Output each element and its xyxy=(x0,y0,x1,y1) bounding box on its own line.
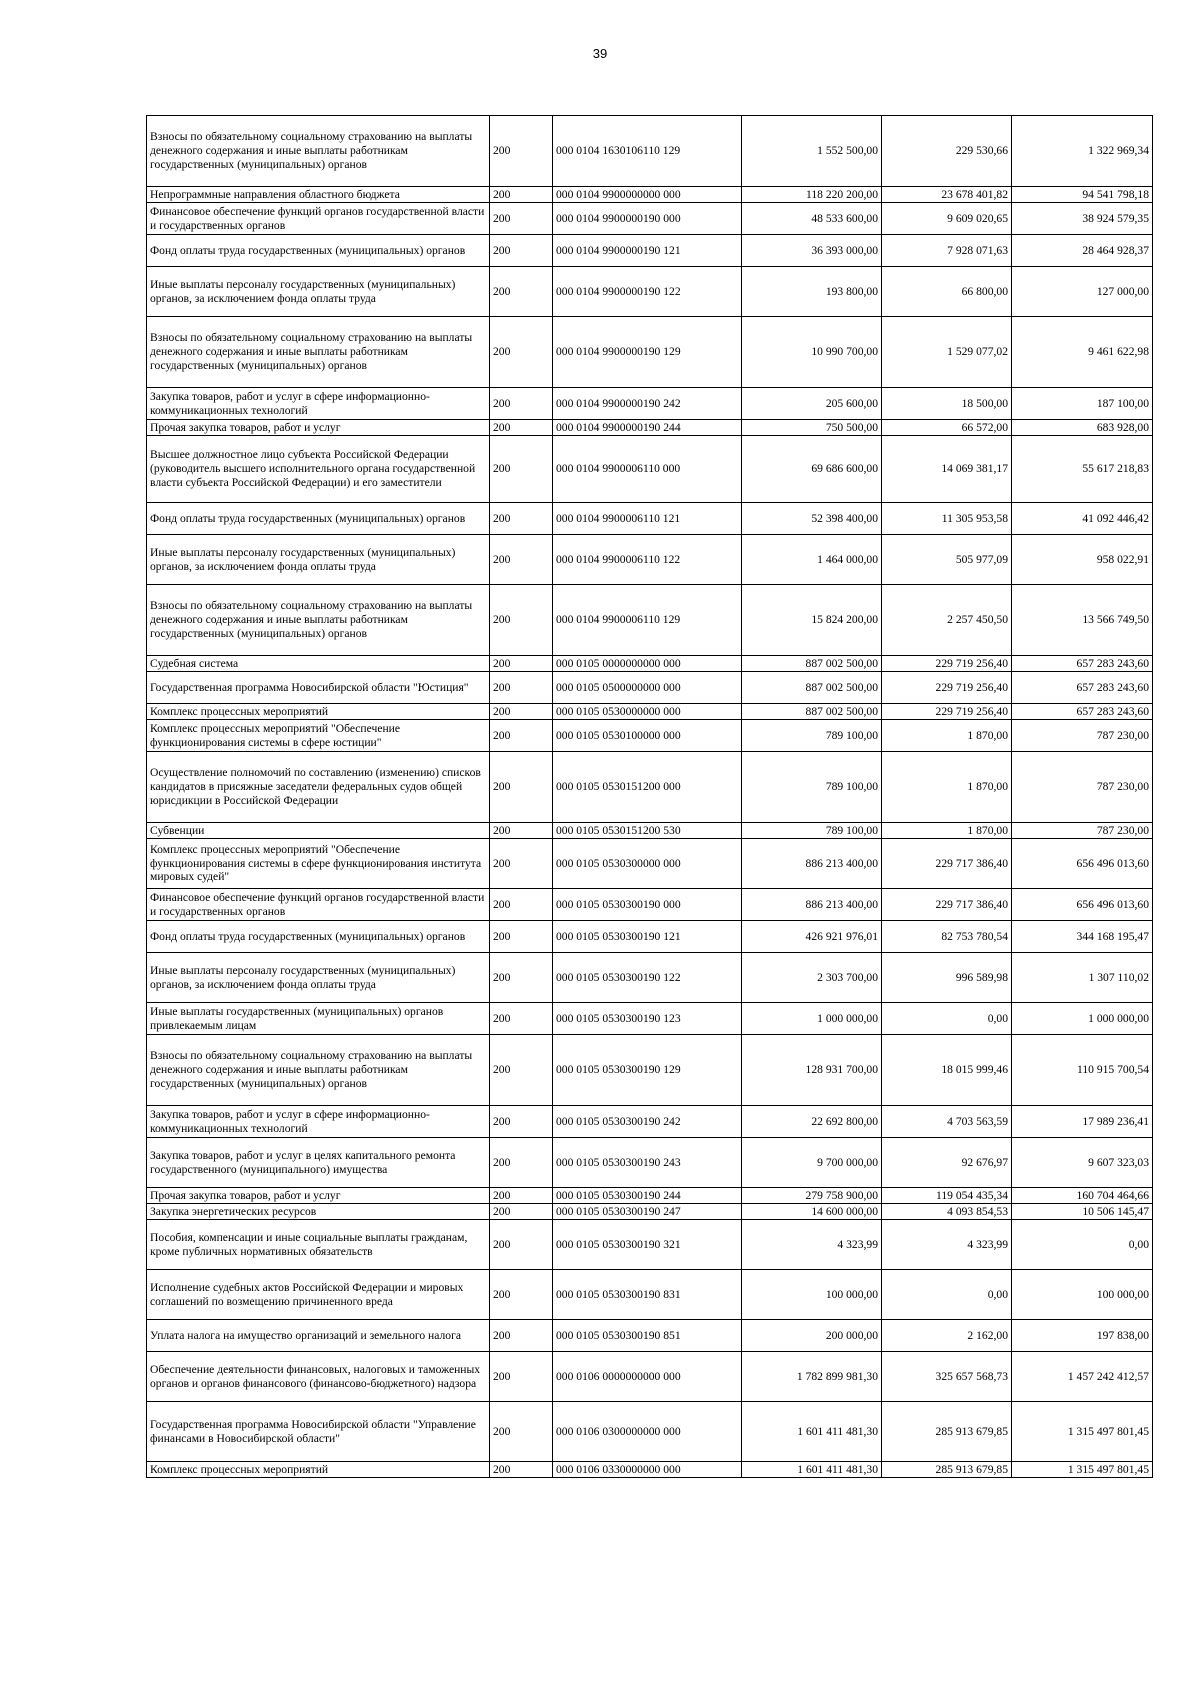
row-executed: 285 913 679,85 xyxy=(882,1402,1012,1462)
row-name: Осуществление полномочий по составлению (изменению) списков кандидатов в присяжные заседатели федеральных судов общей юрисдикции в Российской Федерации xyxy=(147,752,490,823)
row-unexecuted: 1 307 110,02 xyxy=(1012,953,1153,1003)
row-executed: 285 913 679,85 xyxy=(882,1462,1012,1478)
row-approved: 2 303 700,00 xyxy=(742,953,882,1003)
row-kbk: 000 0104 1630106110 129 xyxy=(553,116,742,187)
row-code: 200 xyxy=(490,388,553,420)
row-name: Исполнение судебных актов Российской Федерации и мировых соглашений по возмещению причиненного вреда xyxy=(147,1270,490,1320)
row-name: Закупка товаров, работ и услуг в сфере информационно-коммуникационных технологий xyxy=(147,388,490,420)
table-row xyxy=(147,1138,1153,1188)
row-executed: 996 589,98 xyxy=(882,953,1012,1003)
row-unexecuted: 38 924 579,35 xyxy=(1012,203,1153,235)
row-name: Прочая закупка товаров, работ и услуг xyxy=(147,1188,490,1204)
row-kbk: 000 0105 0530300190 000 xyxy=(553,889,742,921)
row-code: 200 xyxy=(490,1270,553,1320)
row-unexecuted: 787 230,00 xyxy=(1012,720,1153,752)
row-name: Государственная программа Новосибирской области "Управление финансами в Новосибирской области" xyxy=(147,1402,490,1462)
row-code: 200 xyxy=(490,585,553,656)
row-unexecuted: 656 496 013,60 xyxy=(1012,889,1153,921)
row-kbk: 000 0104 9900000190 121 xyxy=(553,235,742,267)
row-unexecuted: 787 230,00 xyxy=(1012,752,1153,823)
table-row xyxy=(147,921,1153,953)
table-row xyxy=(147,116,1153,187)
row-code: 200 xyxy=(490,235,553,267)
row-executed: 4 093 854,53 xyxy=(882,1204,1012,1220)
row-code: 200 xyxy=(490,672,553,704)
row-kbk: 000 0105 0530100000 000 xyxy=(553,720,742,752)
row-name: Судебная система xyxy=(147,656,490,672)
row-code: 200 xyxy=(490,1188,553,1204)
row-code: 200 xyxy=(490,889,553,921)
row-executed: 1 870,00 xyxy=(882,720,1012,752)
table-row xyxy=(147,704,1153,720)
row-unexecuted: 41 092 446,42 xyxy=(1012,503,1153,535)
row-approved: 4 323,99 xyxy=(742,1220,882,1270)
row-unexecuted: 9 461 622,98 xyxy=(1012,317,1153,388)
row-executed: 4 323,99 xyxy=(882,1220,1012,1270)
row-unexecuted: 13 566 749,50 xyxy=(1012,585,1153,656)
row-executed: 18 015 999,46 xyxy=(882,1035,1012,1106)
table-row xyxy=(147,953,1153,1003)
row-executed: 119 054 435,34 xyxy=(882,1188,1012,1204)
row-approved: 886 213 400,00 xyxy=(742,889,882,921)
row-approved: 15 824 200,00 xyxy=(742,585,882,656)
row-name: Фонд оплаты труда государственных (муниципальных) органов xyxy=(147,503,490,535)
row-name: Иные выплаты государственных (муниципальных) органов привлекаемым лицам xyxy=(147,1003,490,1035)
row-approved: 9 700 000,00 xyxy=(742,1138,882,1188)
row-kbk: 000 0105 0530151200 000 xyxy=(553,752,742,823)
table-row xyxy=(147,656,1153,672)
row-approved: 789 100,00 xyxy=(742,720,882,752)
row-unexecuted: 55 617 218,83 xyxy=(1012,436,1153,503)
row-code: 200 xyxy=(490,656,553,672)
row-kbk: 000 0105 0530300190 129 xyxy=(553,1035,742,1106)
row-kbk: 000 0105 0530300190 831 xyxy=(553,1270,742,1320)
row-code: 200 xyxy=(490,503,553,535)
row-kbk: 000 0104 9900000190 129 xyxy=(553,317,742,388)
row-unexecuted: 787 230,00 xyxy=(1012,823,1153,839)
table-row xyxy=(147,1270,1153,1320)
row-unexecuted: 657 283 243,60 xyxy=(1012,704,1153,720)
row-executed: 229 717 386,40 xyxy=(882,889,1012,921)
row-approved: 200 000,00 xyxy=(742,1320,882,1352)
row-approved: 789 100,00 xyxy=(742,823,882,839)
row-approved: 789 100,00 xyxy=(742,752,882,823)
row-code: 200 xyxy=(490,1138,553,1188)
row-code: 200 xyxy=(490,1003,553,1035)
row-unexecuted: 657 283 243,60 xyxy=(1012,656,1153,672)
page-number: 39 xyxy=(592,46,608,61)
row-kbk: 000 0104 9900006110 129 xyxy=(553,585,742,656)
row-name: Взносы по обязательному социальному страхованию на выплаты денежного содержания и иные выплаты работникам государственных (муниципальных) органов xyxy=(147,585,490,656)
row-executed: 2 257 450,50 xyxy=(882,585,1012,656)
row-executed: 23 678 401,82 xyxy=(882,187,1012,203)
row-code: 200 xyxy=(490,1462,553,1478)
table-row xyxy=(147,1320,1153,1352)
row-approved: 118 220 200,00 xyxy=(742,187,882,203)
row-kbk: 000 0104 9900000000 000 xyxy=(553,187,742,203)
row-unexecuted: 344 168 195,47 xyxy=(1012,921,1153,953)
row-code: 200 xyxy=(490,1402,553,1462)
table-row xyxy=(147,187,1153,203)
row-name: Фонд оплаты труда государственных (муниципальных) органов xyxy=(147,235,490,267)
row-name: Обеспечение деятельности финансовых, налоговых и таможенных органов и органов финансового (финансово-бюджетного) надзора xyxy=(147,1352,490,1402)
row-unexecuted: 127 000,00 xyxy=(1012,267,1153,317)
row-approved: 887 002 500,00 xyxy=(742,704,882,720)
row-kbk: 000 0105 0500000000 000 xyxy=(553,672,742,704)
row-approved: 1 601 411 481,30 xyxy=(742,1402,882,1462)
budget-execution-table xyxy=(146,115,1153,1478)
row-executed: 229 719 256,40 xyxy=(882,656,1012,672)
row-approved: 426 921 976,01 xyxy=(742,921,882,953)
row-code: 200 xyxy=(490,720,553,752)
row-executed: 229 719 256,40 xyxy=(882,704,1012,720)
row-name: Иные выплаты персоналу государственных (муниципальных) органов, за исключением фонда оплаты труда xyxy=(147,535,490,585)
row-executed: 4 703 563,59 xyxy=(882,1106,1012,1138)
row-kbk: 000 0104 9900000190 242 xyxy=(553,388,742,420)
row-approved: 22 692 800,00 xyxy=(742,1106,882,1138)
row-approved: 1 000 000,00 xyxy=(742,1003,882,1035)
row-approved: 100 000,00 xyxy=(742,1270,882,1320)
row-unexecuted: 0,00 xyxy=(1012,1220,1153,1270)
table-row xyxy=(147,823,1153,839)
row-kbk: 000 0105 0530300190 121 xyxy=(553,921,742,953)
row-kbk: 000 0105 0000000000 000 xyxy=(553,656,742,672)
row-unexecuted: 197 838,00 xyxy=(1012,1320,1153,1352)
row-executed: 66 572,00 xyxy=(882,420,1012,436)
row-executed: 14 069 381,17 xyxy=(882,436,1012,503)
table-row xyxy=(147,436,1153,503)
row-kbk: 000 0105 0530300190 242 xyxy=(553,1106,742,1138)
table-row xyxy=(147,720,1153,752)
row-approved: 48 533 600,00 xyxy=(742,203,882,235)
row-executed: 229 717 386,40 xyxy=(882,839,1012,889)
row-name: Закупка товаров, работ и услуг в целях капитального ремонта государственного (муниципального) имущества xyxy=(147,1138,490,1188)
row-executed: 9 609 020,65 xyxy=(882,203,1012,235)
row-name: Комплекс процессных мероприятий "Обеспечение функционирования системы в сфере функционирования института мировых судей" xyxy=(147,839,490,889)
table-row xyxy=(147,889,1153,921)
table-row xyxy=(147,1462,1153,1478)
row-approved: 1 601 411 481,30 xyxy=(742,1462,882,1478)
table-row xyxy=(147,1035,1153,1106)
row-name: Фонд оплаты труда государственных (муниципальных) органов xyxy=(147,921,490,953)
row-name: Финансовое обеспечение функций органов государственной власти и государственных органов xyxy=(147,203,490,235)
row-kbk: 000 0104 9900006110 000 xyxy=(553,436,742,503)
table-row xyxy=(147,203,1153,235)
row-approved: 14 600 000,00 xyxy=(742,1204,882,1220)
row-code: 200 xyxy=(490,752,553,823)
row-executed: 0,00 xyxy=(882,1270,1012,1320)
row-name: Комплекс процессных мероприятий xyxy=(147,1462,490,1478)
row-unexecuted: 100 000,00 xyxy=(1012,1270,1153,1320)
row-executed: 1 529 077,02 xyxy=(882,317,1012,388)
row-code: 200 xyxy=(490,187,553,203)
row-approved: 887 002 500,00 xyxy=(742,672,882,704)
table-row xyxy=(147,317,1153,388)
row-executed: 505 977,09 xyxy=(882,535,1012,585)
row-unexecuted: 110 915 700,54 xyxy=(1012,1035,1153,1106)
row-approved: 205 600,00 xyxy=(742,388,882,420)
table-row xyxy=(147,1402,1153,1462)
row-name: Комплекс процессных мероприятий "Обеспечение функционирования системы в сфере юстиции" xyxy=(147,720,490,752)
row-kbk: 000 0105 0530300190 244 xyxy=(553,1188,742,1204)
row-code: 200 xyxy=(490,1035,553,1106)
row-kbk: 000 0105 0530300190 123 xyxy=(553,1003,742,1035)
row-kbk: 000 0105 0530300190 247 xyxy=(553,1204,742,1220)
row-unexecuted: 28 464 928,37 xyxy=(1012,235,1153,267)
table-row xyxy=(147,1188,1153,1204)
row-unexecuted: 9 607 323,03 xyxy=(1012,1138,1153,1188)
row-unexecuted: 187 100,00 xyxy=(1012,388,1153,420)
table-row xyxy=(147,1204,1153,1220)
table-row xyxy=(147,1106,1153,1138)
row-name: Иные выплаты персоналу государственных (муниципальных) органов, за исключением фонда оплаты труда xyxy=(147,267,490,317)
row-unexecuted: 1 457 242 412,57 xyxy=(1012,1352,1153,1402)
row-executed: 82 753 780,54 xyxy=(882,921,1012,953)
row-unexecuted: 1 315 497 801,45 xyxy=(1012,1402,1153,1462)
row-name: Непрограммные направления областного бюджета xyxy=(147,187,490,203)
row-kbk: 000 0105 0530300190 321 xyxy=(553,1220,742,1270)
row-code: 200 xyxy=(490,1204,553,1220)
row-code: 200 xyxy=(490,203,553,235)
table-row xyxy=(147,535,1153,585)
row-name: Субвенции xyxy=(147,823,490,839)
row-name: Взносы по обязательному социальному страхованию на выплаты денежного содержания и иные выплаты работникам государственных (муниципальных) органов xyxy=(147,116,490,187)
row-code: 200 xyxy=(490,1352,553,1402)
row-executed: 92 676,97 xyxy=(882,1138,1012,1188)
row-executed: 66 800,00 xyxy=(882,267,1012,317)
row-name: Взносы по обязательному социальному страхованию на выплаты денежного содержания и иные выплаты работникам государственных (муниципальных) органов xyxy=(147,1035,490,1106)
table-row xyxy=(147,503,1153,535)
row-unexecuted: 17 989 236,41 xyxy=(1012,1106,1153,1138)
table-row xyxy=(147,420,1153,436)
row-name: Государственная программа Новосибирской области "Юстиция" xyxy=(147,672,490,704)
row-executed: 229 719 256,40 xyxy=(882,672,1012,704)
row-unexecuted: 1 315 497 801,45 xyxy=(1012,1462,1153,1478)
table-row xyxy=(147,585,1153,656)
row-approved: 886 213 400,00 xyxy=(742,839,882,889)
row-executed: 1 870,00 xyxy=(882,752,1012,823)
row-name: Уплата налога на имущество организаций и земельного налога xyxy=(147,1320,490,1352)
row-name: Финансовое обеспечение функций органов государственной власти и государственных органов xyxy=(147,889,490,921)
row-code: 200 xyxy=(490,317,553,388)
row-code: 200 xyxy=(490,1106,553,1138)
table-row xyxy=(147,388,1153,420)
row-executed: 1 870,00 xyxy=(882,823,1012,839)
row-unexecuted: 1 322 969,34 xyxy=(1012,116,1153,187)
row-code: 200 xyxy=(490,267,553,317)
row-unexecuted: 10 506 145,47 xyxy=(1012,1204,1153,1220)
row-code: 200 xyxy=(490,420,553,436)
row-kbk: 000 0104 9900000190 122 xyxy=(553,267,742,317)
row-kbk: 000 0105 0530300190 122 xyxy=(553,953,742,1003)
row-code: 200 xyxy=(490,921,553,953)
row-code: 200 xyxy=(490,1320,553,1352)
table-row xyxy=(147,672,1153,704)
row-code: 200 xyxy=(490,1220,553,1270)
row-executed: 229 530,66 xyxy=(882,116,1012,187)
table-row xyxy=(147,752,1153,823)
row-name: Иные выплаты персоналу государственных (муниципальных) органов, за исключением фонда оплаты труда xyxy=(147,953,490,1003)
row-kbk: 000 0105 0530300190 851 xyxy=(553,1320,742,1352)
row-kbk: 000 0106 0330000000 000 xyxy=(553,1462,742,1478)
row-unexecuted: 656 496 013,60 xyxy=(1012,839,1153,889)
row-approved: 69 686 600,00 xyxy=(742,436,882,503)
row-approved: 52 398 400,00 xyxy=(742,503,882,535)
row-name: Закупка товаров, работ и услуг в сфере информационно-коммуникационных технологий xyxy=(147,1106,490,1138)
row-kbk: 000 0105 0530000000 000 xyxy=(553,704,742,720)
row-code: 200 xyxy=(490,116,553,187)
table-row xyxy=(147,1003,1153,1035)
row-executed: 0,00 xyxy=(882,1003,1012,1035)
row-executed: 11 305 953,58 xyxy=(882,503,1012,535)
row-kbk: 000 0105 0530300190 243 xyxy=(553,1138,742,1188)
row-kbk: 000 0104 9900000190 244 xyxy=(553,420,742,436)
row-approved: 1 552 500,00 xyxy=(742,116,882,187)
row-approved: 36 393 000,00 xyxy=(742,235,882,267)
row-approved: 750 500,00 xyxy=(742,420,882,436)
table-row xyxy=(147,235,1153,267)
row-code: 200 xyxy=(490,823,553,839)
row-unexecuted: 657 283 243,60 xyxy=(1012,672,1153,704)
row-name: Взносы по обязательному социальному страхованию на выплаты денежного содержания и иные выплаты работникам государственных (муниципальных) органов xyxy=(147,317,490,388)
row-approved: 128 931 700,00 xyxy=(742,1035,882,1106)
row-approved: 193 800,00 xyxy=(742,267,882,317)
row-executed: 325 657 568,73 xyxy=(882,1352,1012,1402)
row-kbk: 000 0104 9900006110 122 xyxy=(553,535,742,585)
table-row xyxy=(147,1220,1153,1270)
row-code: 200 xyxy=(490,839,553,889)
row-name: Комплекс процессных мероприятий xyxy=(147,704,490,720)
row-code: 200 xyxy=(490,535,553,585)
row-approved: 10 990 700,00 xyxy=(742,317,882,388)
row-executed: 18 500,00 xyxy=(882,388,1012,420)
row-kbk: 000 0104 9900006110 121 xyxy=(553,503,742,535)
row-kbk: 000 0106 0000000000 000 xyxy=(553,1352,742,1402)
row-code: 200 xyxy=(490,704,553,720)
row-kbk: 000 0106 0300000000 000 xyxy=(553,1402,742,1462)
table-row xyxy=(147,839,1153,889)
row-name: Высшее должностное лицо субъекта Российской Федерации (руководитель высшего исполнительного органа государственной власти субъекта Российской Федерации) и его заместители xyxy=(147,436,490,503)
row-name: Пособия, компенсации и иные социальные выплаты гражданам, кроме публичных нормативных обязательств xyxy=(147,1220,490,1270)
row-code: 200 xyxy=(490,436,553,503)
row-unexecuted: 160 704 464,66 xyxy=(1012,1188,1153,1204)
row-kbk: 000 0105 0530151200 530 xyxy=(553,823,742,839)
row-code: 200 xyxy=(490,953,553,1003)
row-unexecuted: 94 541 798,18 xyxy=(1012,187,1153,203)
row-executed: 7 928 071,63 xyxy=(882,235,1012,267)
row-executed: 2 162,00 xyxy=(882,1320,1012,1352)
table-row xyxy=(147,1352,1153,1402)
row-approved: 279 758 900,00 xyxy=(742,1188,882,1204)
row-unexecuted: 1 000 000,00 xyxy=(1012,1003,1153,1035)
row-approved: 887 002 500,00 xyxy=(742,656,882,672)
row-approved: 1 464 000,00 xyxy=(742,535,882,585)
table-row xyxy=(147,267,1153,317)
row-kbk: 000 0104 9900000190 000 xyxy=(553,203,742,235)
row-unexecuted: 958 022,91 xyxy=(1012,535,1153,585)
row-approved: 1 782 899 981,30 xyxy=(742,1352,882,1402)
row-unexecuted: 683 928,00 xyxy=(1012,420,1153,436)
row-kbk: 000 0105 0530300000 000 xyxy=(553,839,742,889)
row-name: Прочая закупка товаров, работ и услуг xyxy=(147,420,490,436)
row-name: Закупка энергетических ресурсов xyxy=(147,1204,490,1220)
